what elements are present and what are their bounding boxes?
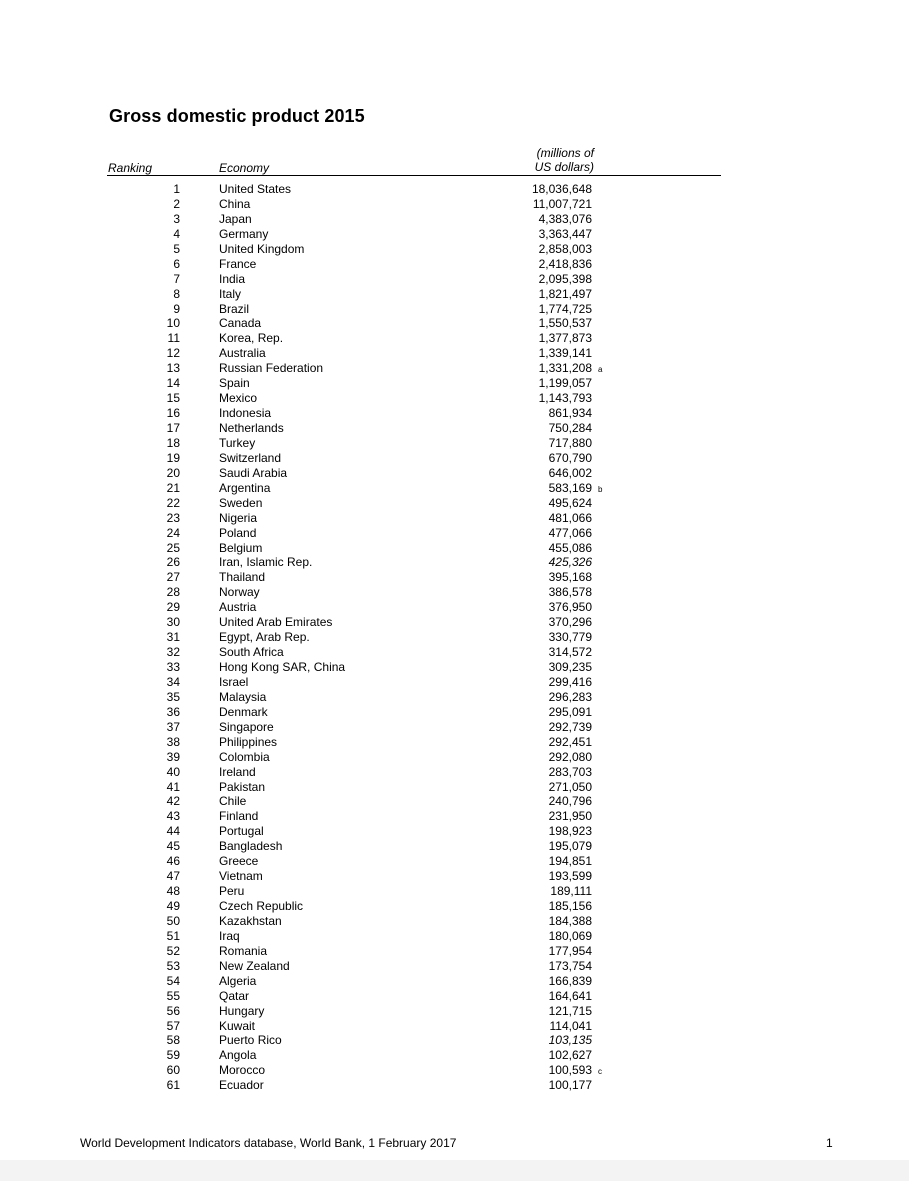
gdp-value-cell: 750,284 bbox=[548, 421, 592, 435]
rank-cell: 8 bbox=[173, 286, 180, 301]
economy-cell: Colombia bbox=[219, 749, 270, 764]
economy-cell: Norway bbox=[219, 585, 260, 600]
economy-cell: Argentina bbox=[219, 480, 271, 495]
units-header-line2: US dollars) bbox=[534, 160, 594, 174]
table-row bbox=[0, 451, 909, 466]
economy-cell: Denmark bbox=[219, 704, 268, 719]
rank-cell: 15 bbox=[166, 391, 180, 406]
page-number: 1 bbox=[826, 1136, 833, 1150]
economy-cell: Canada bbox=[219, 316, 262, 331]
economy-cell: Finland bbox=[219, 809, 259, 824]
rank-cell: 44 bbox=[166, 824, 180, 839]
rank-cell: 54 bbox=[166, 973, 180, 988]
gdp-value-cell: 177,954 bbox=[548, 943, 592, 958]
table-row bbox=[0, 615, 909, 630]
gdp-value-cell: 231,950 bbox=[548, 809, 592, 824]
gdp-value-cell: 3,363,447 bbox=[538, 226, 592, 241]
rank-cell: 49 bbox=[166, 899, 180, 913]
gdp-value-cell: 425,326 bbox=[548, 555, 592, 570]
gdp-value-cell: 292,080 bbox=[548, 749, 592, 764]
gdp-value-cell: 2,095,398 bbox=[538, 271, 592, 286]
rank-cell: 47 bbox=[166, 869, 180, 884]
footnote-marker: b bbox=[598, 484, 603, 494]
rank-cell: 27 bbox=[166, 570, 180, 585]
economy-cell: Indonesia bbox=[219, 406, 272, 421]
gdp-value-cell: 102,627 bbox=[548, 1048, 592, 1063]
economy-cell: Nigeria bbox=[219, 510, 258, 525]
economy-cell: Kuwait bbox=[219, 1018, 256, 1033]
economy-cell: Japan bbox=[219, 211, 252, 226]
economy-cell: Netherlands bbox=[219, 421, 284, 435]
rank-cell: 20 bbox=[166, 465, 180, 480]
table-row bbox=[0, 436, 909, 451]
economy-cell: Turkey bbox=[219, 435, 256, 450]
ranking-column-header: Ranking bbox=[108, 161, 153, 175]
economy-cell: Qatar bbox=[219, 988, 250, 1003]
table-row bbox=[0, 361, 909, 376]
economy-cell: Romania bbox=[219, 943, 268, 958]
gdp-value-cell: 646,002 bbox=[548, 465, 592, 480]
table-row bbox=[0, 555, 909, 570]
gdp-value-cell: 386,578 bbox=[548, 585, 592, 600]
table-row bbox=[0, 929, 909, 944]
economy-cell: Iran, Islamic Rep. bbox=[219, 555, 313, 570]
table-row bbox=[0, 735, 909, 750]
table-row bbox=[0, 884, 909, 899]
gdp-value-cell: 296,283 bbox=[548, 689, 592, 704]
economy-cell: Spain bbox=[219, 376, 250, 391]
gdp-value-cell: 100,177 bbox=[548, 1078, 592, 1093]
rank-cell: 33 bbox=[166, 660, 180, 674]
gdp-value-cell: 100,593 bbox=[548, 1063, 592, 1078]
gdp-value-cell: 455,086 bbox=[548, 540, 592, 555]
table-row bbox=[0, 869, 909, 884]
rank-cell: 53 bbox=[166, 958, 180, 973]
table-row bbox=[0, 1004, 909, 1019]
gdp-value-cell: 2,418,836 bbox=[538, 256, 592, 271]
table-row bbox=[0, 750, 909, 765]
economy-cell: Bangladesh bbox=[219, 839, 283, 854]
gdp-value-cell: 330,779 bbox=[548, 630, 592, 645]
economy-column-header: Economy bbox=[219, 161, 270, 175]
table-row bbox=[0, 854, 909, 869]
table-row bbox=[0, 899, 909, 914]
gdp-value-cell: 4,383,076 bbox=[538, 211, 592, 226]
table-row bbox=[0, 316, 909, 331]
rank-cell: 6 bbox=[173, 256, 180, 271]
rank-cell: 38 bbox=[166, 734, 180, 749]
economy-cell: France bbox=[219, 256, 257, 271]
rank-cell: 56 bbox=[166, 1003, 180, 1018]
economy-cell: Morocco bbox=[219, 1063, 266, 1078]
table-row bbox=[0, 690, 909, 705]
economy-cell: Saudi Arabia bbox=[219, 465, 288, 480]
rank-cell: 61 bbox=[166, 1078, 180, 1093]
units-header-line1: (millions of bbox=[536, 146, 594, 160]
economy-cell: Italy bbox=[219, 286, 242, 301]
gdp-value-cell: 2,858,003 bbox=[538, 241, 592, 256]
table-row bbox=[0, 1078, 909, 1093]
rank-cell: 31 bbox=[166, 630, 180, 645]
rank-cell: 43 bbox=[166, 809, 180, 824]
gdp-value-cell: 189,111 bbox=[550, 884, 592, 899]
table-row bbox=[0, 376, 909, 391]
table-row bbox=[0, 182, 909, 197]
table-row bbox=[0, 481, 909, 496]
rank-cell: 25 bbox=[166, 540, 180, 555]
table-row bbox=[0, 1048, 909, 1063]
rank-cell: 11 bbox=[167, 331, 180, 346]
gdp-value-cell: 1,339,141 bbox=[538, 346, 592, 361]
table-row bbox=[0, 257, 909, 272]
rank-cell: 50 bbox=[166, 913, 180, 928]
table-row bbox=[0, 1033, 909, 1048]
gdp-value-cell: 395,168 bbox=[548, 570, 592, 585]
economy-cell: Vietnam bbox=[219, 869, 263, 884]
economy-cell: Ecuador bbox=[219, 1078, 264, 1093]
gdp-value-cell: 299,416 bbox=[548, 674, 592, 689]
table-row bbox=[0, 630, 909, 645]
economy-cell: Belgium bbox=[219, 540, 263, 555]
gdp-value-cell: 194,851 bbox=[548, 854, 592, 869]
table-row bbox=[0, 809, 909, 824]
gdp-value-cell: 495,624 bbox=[548, 495, 592, 510]
economy-cell: Algeria bbox=[219, 973, 257, 988]
gdp-value-cell: 292,451 bbox=[548, 734, 592, 749]
table-row bbox=[0, 346, 909, 361]
table-row bbox=[0, 272, 909, 287]
gdp-value-cell: 11,007,721 bbox=[532, 196, 592, 211]
economy-cell: Korea, Rep. bbox=[219, 331, 284, 346]
table-row bbox=[0, 541, 909, 556]
gdp-value-cell: 1,377,873 bbox=[538, 331, 592, 346]
table-row bbox=[0, 974, 909, 989]
gdp-value-cell: 1,199,057 bbox=[538, 376, 592, 391]
table-row bbox=[0, 526, 909, 541]
gdp-value-cell: 477,066 bbox=[548, 525, 592, 540]
economy-cell: South Africa bbox=[219, 645, 284, 660]
table-row bbox=[0, 645, 909, 660]
table-row bbox=[0, 287, 909, 302]
gdp-value-cell: 173,754 bbox=[548, 958, 592, 973]
economy-cell: Switzerland bbox=[219, 450, 282, 465]
rank-cell: 13 bbox=[166, 361, 180, 376]
gdp-value-cell: 1,143,793 bbox=[538, 391, 592, 406]
economy-cell: United Arab Emirates bbox=[219, 615, 333, 630]
rank-cell: 30 bbox=[166, 615, 180, 630]
gdp-value-cell: 184,388 bbox=[548, 913, 592, 928]
rank-cell: 24 bbox=[166, 525, 180, 540]
table-row bbox=[0, 600, 909, 615]
gdp-value-cell: 114,041 bbox=[549, 1018, 592, 1033]
rank-cell: 23 bbox=[166, 510, 180, 525]
table-row bbox=[0, 391, 909, 406]
table-row bbox=[0, 675, 909, 690]
gdp-value-cell: 295,091 bbox=[548, 704, 592, 719]
gdp-value-cell: 180,069 bbox=[548, 928, 592, 943]
gdp-value-cell: 103,135 bbox=[548, 1033, 592, 1048]
rank-cell: 9 bbox=[173, 301, 180, 316]
gdp-value-cell: 240,796 bbox=[548, 794, 592, 809]
gdp-value-cell: 583,169 bbox=[548, 480, 592, 495]
table-row bbox=[0, 660, 909, 675]
rank-cell: 17 bbox=[166, 421, 180, 435]
gdp-table-body bbox=[0, 182, 909, 1093]
gdp-value-cell: 164,641 bbox=[548, 988, 592, 1003]
table-row bbox=[0, 780, 909, 795]
economy-cell: Hong Kong SAR, China bbox=[219, 660, 346, 674]
gdp-value-cell: 717,880 bbox=[548, 435, 592, 450]
gdp-value-cell: 1,550,537 bbox=[538, 316, 592, 331]
table-row bbox=[0, 794, 909, 809]
gdp-value-cell: 195,079 bbox=[548, 839, 592, 854]
rank-cell: 16 bbox=[166, 406, 180, 421]
rank-cell: 42 bbox=[166, 794, 180, 809]
header-rule bbox=[107, 175, 721, 176]
rank-cell: 2 bbox=[173, 196, 180, 211]
footnote-marker: c bbox=[598, 1067, 602, 1077]
table-row bbox=[0, 944, 909, 959]
footnote-marker: a bbox=[598, 365, 603, 375]
table-row bbox=[0, 720, 909, 735]
economy-cell: Poland bbox=[219, 525, 257, 540]
rank-cell: 37 bbox=[166, 719, 180, 734]
economy-cell: Greece bbox=[219, 854, 259, 869]
economy-cell: New Zealand bbox=[219, 958, 290, 973]
table-row bbox=[0, 989, 909, 1004]
table-row bbox=[0, 839, 909, 854]
economy-cell: Czech Republic bbox=[219, 899, 304, 913]
table-row bbox=[0, 421, 909, 436]
table-row bbox=[0, 570, 909, 585]
rank-cell: 26 bbox=[166, 555, 180, 570]
table-row bbox=[0, 466, 909, 481]
table-row bbox=[0, 705, 909, 720]
gdp-value-cell: 166,839 bbox=[548, 973, 592, 988]
table-row bbox=[0, 824, 909, 839]
table-row bbox=[0, 511, 909, 526]
gdp-value-cell: 1,821,497 bbox=[538, 286, 592, 301]
rank-cell: 4 bbox=[173, 226, 180, 241]
gdp-value-cell: 283,703 bbox=[548, 764, 592, 779]
table-row bbox=[0, 496, 909, 511]
gdp-value-cell: 376,950 bbox=[548, 600, 592, 615]
rank-cell: 22 bbox=[166, 495, 180, 510]
rank-cell: 14 bbox=[166, 376, 180, 391]
rank-cell: 40 bbox=[166, 764, 180, 779]
rank-cell: 52 bbox=[166, 943, 180, 958]
rank-cell: 29 bbox=[166, 600, 180, 615]
rank-cell: 19 bbox=[166, 450, 180, 465]
rank-cell: 41 bbox=[166, 779, 180, 794]
page-title: Gross domestic product 2015 bbox=[109, 106, 365, 126]
gdp-value-cell: 309,235 bbox=[548, 660, 592, 674]
economy-cell: Malaysia bbox=[219, 689, 267, 704]
rank-cell: 5 bbox=[173, 241, 180, 256]
table-row bbox=[0, 1019, 909, 1034]
gdp-value-cell: 121,715 bbox=[548, 1003, 592, 1018]
gdp-value-cell: 292,739 bbox=[548, 719, 592, 734]
economy-cell: China bbox=[219, 196, 251, 211]
rank-cell: 36 bbox=[166, 704, 180, 719]
table-row bbox=[0, 197, 909, 212]
table-row bbox=[0, 302, 909, 317]
economy-cell: Chile bbox=[219, 794, 247, 809]
rank-cell: 55 bbox=[166, 988, 180, 1003]
rank-cell: 39 bbox=[166, 749, 180, 764]
gdp-value-cell: 861,934 bbox=[548, 406, 592, 421]
economy-cell: Kazakhstan bbox=[219, 913, 282, 928]
rank-cell: 28 bbox=[166, 585, 180, 600]
rank-cell: 18 bbox=[166, 435, 180, 450]
gdp-value-cell: 18,036,648 bbox=[531, 182, 592, 196]
economy-cell: United States bbox=[219, 182, 292, 196]
rank-cell: 21 bbox=[166, 480, 180, 495]
economy-cell: Portugal bbox=[219, 824, 264, 839]
economy-cell: Angola bbox=[219, 1048, 257, 1063]
economy-cell: Germany bbox=[219, 226, 269, 241]
economy-cell: Mexico bbox=[219, 391, 258, 406]
rank-cell: 34 bbox=[166, 674, 180, 689]
rank-cell: 51 bbox=[166, 928, 180, 943]
gdp-value-cell: 314,572 bbox=[548, 645, 592, 660]
gdp-value-cell: 1,774,725 bbox=[538, 301, 592, 316]
rank-cell: 45 bbox=[166, 839, 180, 854]
economy-cell: Sweden bbox=[219, 495, 263, 510]
gdp-value-cell: 1,331,208 bbox=[538, 361, 592, 376]
gdp-value-cell: 370,296 bbox=[548, 615, 592, 630]
table-row bbox=[0, 914, 909, 929]
gdp-value-cell: 193,599 bbox=[548, 869, 592, 884]
gdp-value-cell: 185,156 bbox=[548, 899, 592, 913]
rank-cell: 58 bbox=[166, 1033, 180, 1048]
table-row bbox=[0, 227, 909, 242]
rank-cell: 12 bbox=[166, 346, 180, 361]
rank-cell: 46 bbox=[166, 854, 180, 869]
rank-cell: 35 bbox=[166, 689, 180, 704]
rank-cell: 32 bbox=[166, 645, 180, 660]
economy-cell: Thailand bbox=[219, 570, 266, 585]
economy-cell: Austria bbox=[219, 600, 257, 615]
economy-cell: Pakistan bbox=[219, 779, 266, 794]
rank-cell: 59 bbox=[166, 1048, 180, 1063]
economy-cell: Ireland bbox=[219, 764, 256, 779]
table-row bbox=[0, 585, 909, 600]
table-row bbox=[0, 765, 909, 780]
economy-cell: India bbox=[219, 271, 246, 286]
table-row bbox=[0, 406, 909, 421]
table-row bbox=[0, 1063, 909, 1078]
rank-cell: 60 bbox=[166, 1063, 180, 1078]
economy-cell: Puerto Rico bbox=[219, 1033, 282, 1048]
gdp-value-cell: 198,923 bbox=[548, 824, 592, 839]
economy-cell: Brazil bbox=[219, 301, 250, 316]
table-row bbox=[0, 331, 909, 346]
rank-cell: 1 bbox=[173, 182, 180, 196]
economy-cell: Iraq bbox=[219, 928, 240, 943]
rank-cell: 10 bbox=[166, 316, 180, 331]
economy-cell: Russian Federation bbox=[219, 361, 324, 376]
economy-cell: Singapore bbox=[219, 719, 274, 734]
economy-cell: Israel bbox=[219, 674, 249, 689]
rank-cell: 48 bbox=[166, 884, 180, 899]
table-row bbox=[0, 242, 909, 257]
gdp-value-cell: 481,066 bbox=[548, 510, 592, 525]
gdp-value-cell: 271,050 bbox=[548, 779, 592, 794]
economy-cell: United Kingdom bbox=[219, 241, 305, 256]
rank-cell: 57 bbox=[166, 1018, 180, 1033]
gdp-value-cell: 670,790 bbox=[548, 450, 592, 465]
table-row bbox=[0, 212, 909, 227]
economy-cell: Egypt, Arab Rep. bbox=[219, 630, 310, 645]
economy-cell: Australia bbox=[219, 346, 266, 361]
rank-cell: 3 bbox=[173, 211, 180, 226]
economy-cell: Peru bbox=[219, 884, 245, 899]
economy-cell: Philippines bbox=[219, 734, 278, 749]
units-column-header bbox=[520, 146, 594, 174]
footer-source: World Development Indicators database, World Bank, 1 February 2017 bbox=[80, 1136, 457, 1150]
economy-cell: Hungary bbox=[219, 1003, 265, 1018]
table-row bbox=[0, 959, 909, 974]
rank-cell: 7 bbox=[173, 271, 180, 286]
